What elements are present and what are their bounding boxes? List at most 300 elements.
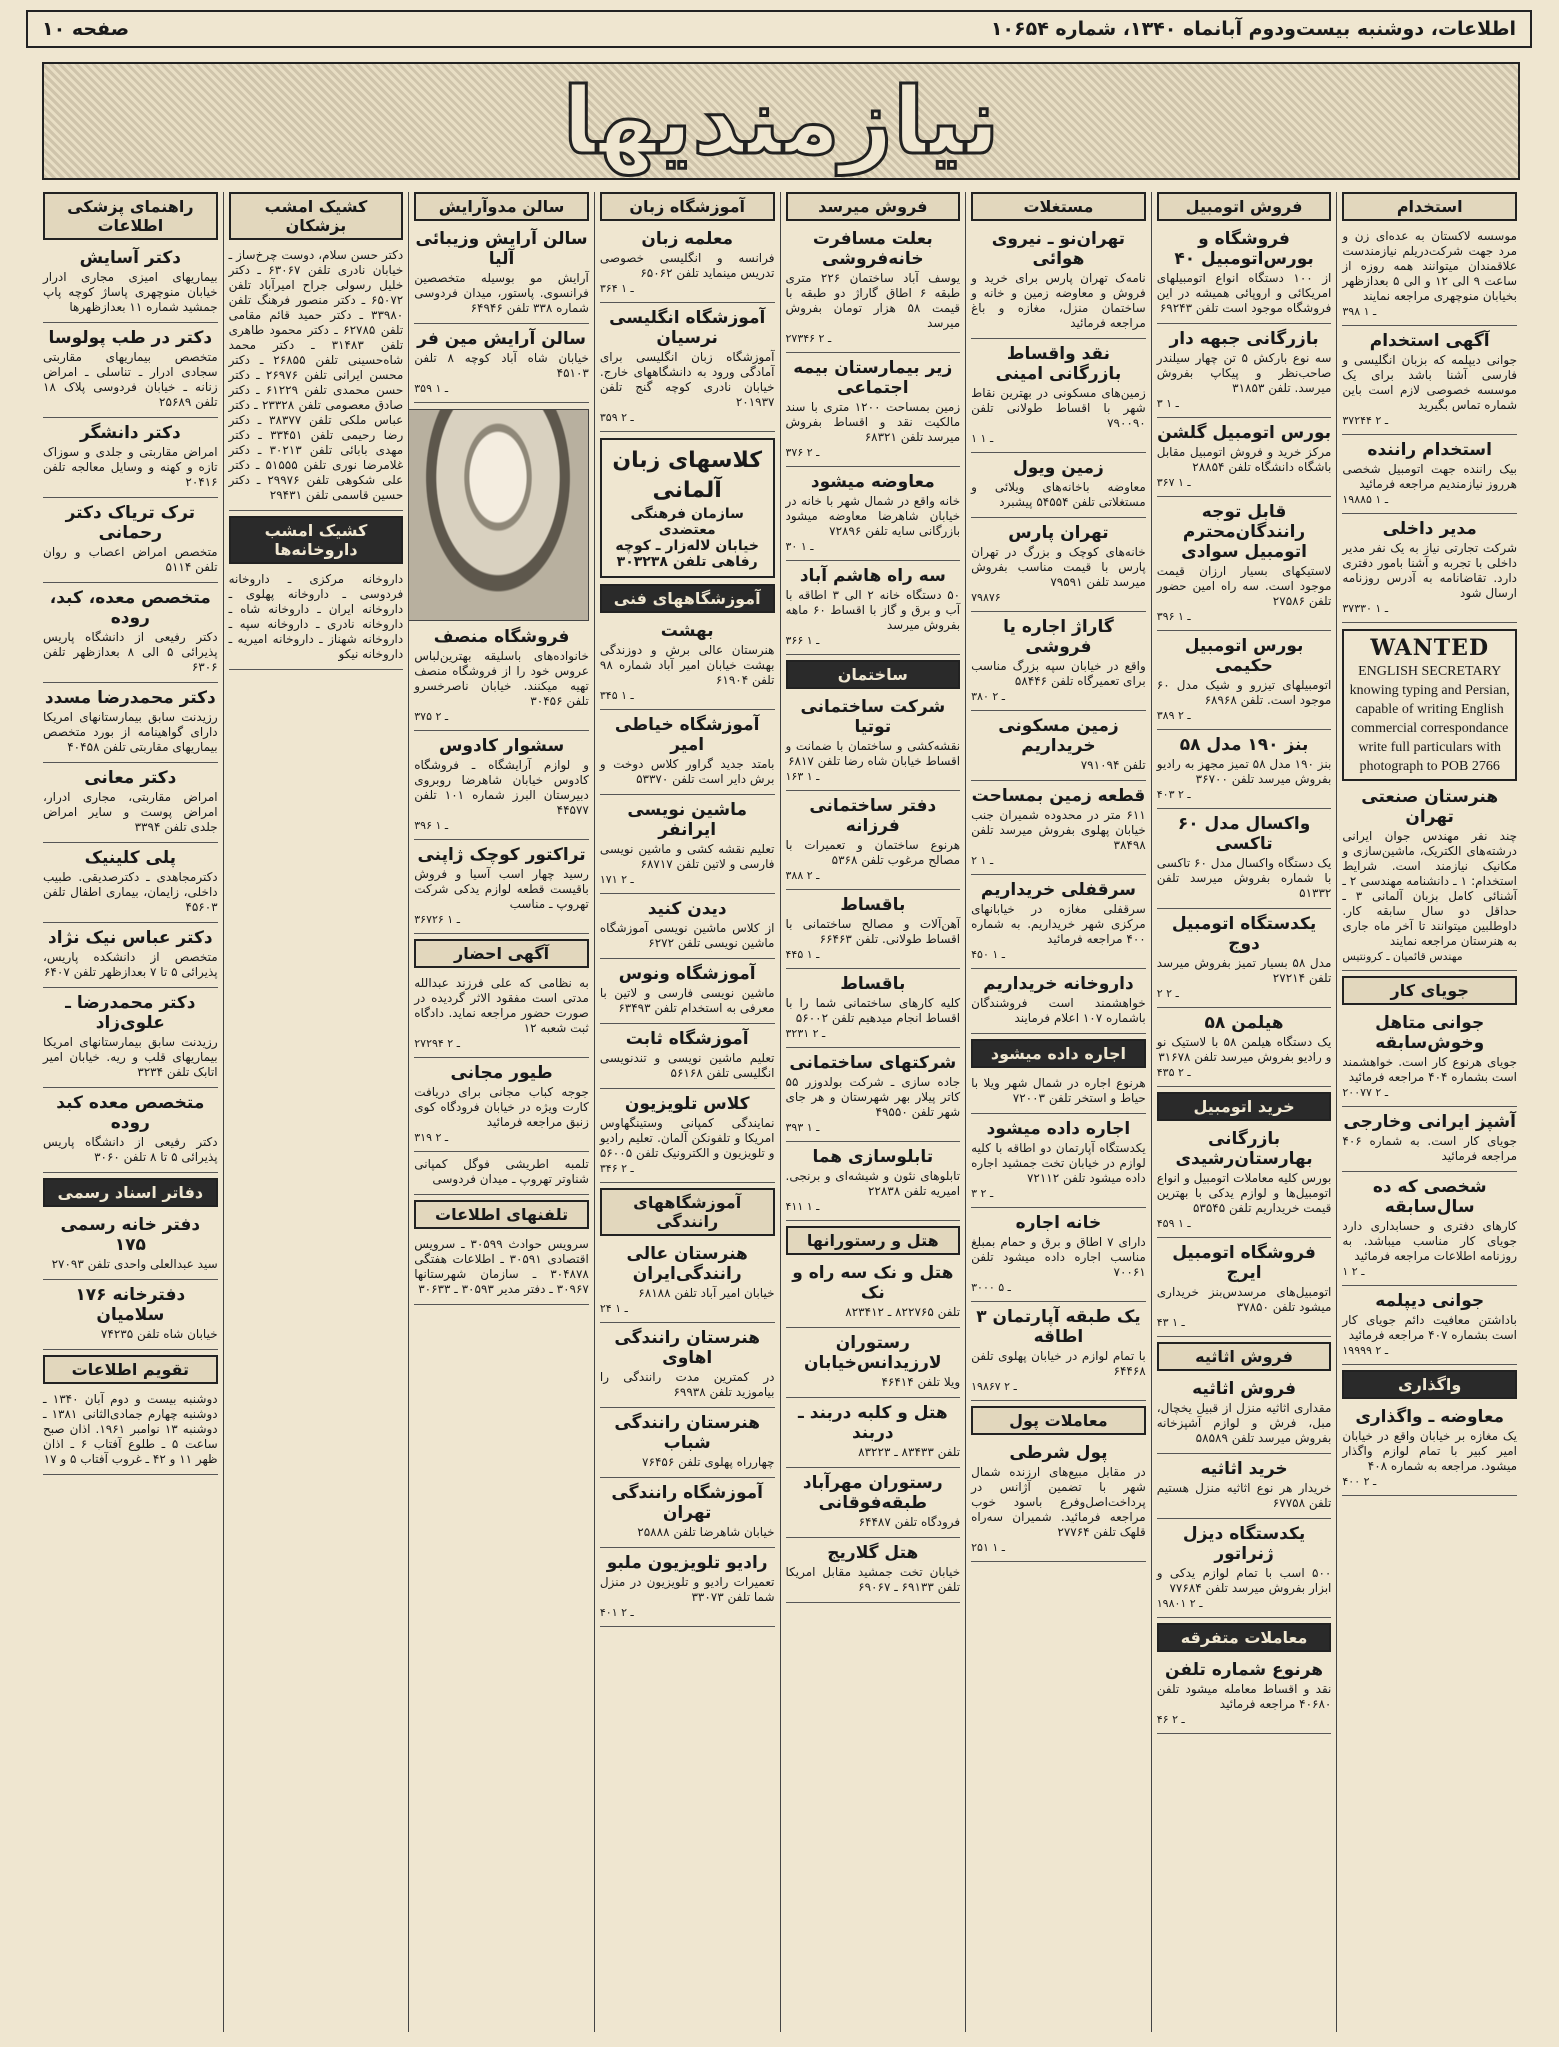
- ad-heading: آگهی استخدام: [1369, 331, 1490, 351]
- ad-body: جوانی دیپلمه که بزبان انگلیسی و فارسی آشنا باشد برای یک موسسه خصوصی لازم است باین شماره تماس بگیرید: [1342, 353, 1517, 412]
- classified-ad: [600, 229, 775, 295]
- classified-ad: [414, 1063, 589, 1144]
- ad-body: شرکت تجارتی نیاز به یک نفر مدیر داخلی با تجربه و آشنا بامور دفتری دارد. تقاضانامه به آدرس روزنامه ارسال شود: [1342, 541, 1517, 600]
- english-ad-title: WANTED: [1370, 635, 1490, 661]
- ad-heading: آشپز ایرانی وخارجی: [1343, 1112, 1516, 1132]
- classified-ad: [971, 716, 1146, 773]
- ad-heading: بنز ۱۹۰ مدل ۵۸: [1179, 735, 1309, 755]
- classified-ad: [600, 308, 775, 424]
- ad-heading: تراکتور کوچک ژاپنی: [417, 845, 586, 865]
- section-header: معاملات متفرقه: [1157, 1623, 1332, 1652]
- ad-body: متخصص امراض اعصاب و روان تلفن ۵۱۱۴: [43, 545, 218, 574]
- ad-body: ۶۱۱ متر در محدوده شمیران جنب خیابان پهلوی بفروش میرسد تلفن ۳۸۴۹۸: [971, 808, 1146, 852]
- classified-ad: [229, 572, 404, 662]
- ad-code: ۴۵۰ ـ ۱: [971, 948, 1006, 961]
- section-header: آموزشگاههای رانندگی: [600, 1188, 775, 1236]
- ad-heading: متخصص معده کبد روده: [56, 1093, 205, 1133]
- ad-heading: آموزشگاه انگلیسی نرسیان: [609, 308, 766, 348]
- ad-heading: هنرستان رانندگی شباب: [614, 1413, 760, 1453]
- classified-ad: [786, 1543, 961, 1595]
- classified-ad: [1342, 519, 1517, 615]
- ad-divider: [1157, 729, 1332, 730]
- ad-divider: [414, 1151, 589, 1152]
- ad-body: باداشتن معافیت دائم جویای کار است بشماره ۴۰۷ مراجعه فرمائید: [1342, 1313, 1517, 1342]
- ad-code: ۳۴۶ ـ ۲: [599, 1162, 634, 1175]
- ad-body: هنرستان عالی برش و دوزندگی بهشت خیابان امیر آباد شماره ۹۸ تلفن ۶۱۹۰۴: [599, 643, 775, 687]
- ad-heading: دکتر دانشگر: [79, 423, 181, 443]
- ad-divider: [971, 452, 1146, 453]
- ad-divider: [1157, 1733, 1332, 1734]
- ad-divider: [786, 1467, 961, 1468]
- classified-ad: [1157, 814, 1332, 901]
- ad-heading: تهران پارس: [1008, 523, 1109, 543]
- column-1: [1336, 192, 1522, 2032]
- ad-heading: معاوضه ـ واگذاری: [1355, 1407, 1505, 1427]
- ad-divider: [971, 338, 1146, 339]
- ad-body: جویای کار است. به شماره ۴۰۶ مراجعه فرمائید: [1342, 1134, 1517, 1163]
- ad-code: ۳۶۷۲۶ ـ ۱: [414, 913, 460, 926]
- classified-ad: [971, 617, 1146, 703]
- ad-code: ۱۹۹۹۹ ـ ۲: [1342, 1344, 1389, 1357]
- ad-code: ۳۸۰ ـ ۲: [971, 690, 1006, 703]
- english-ad-line: commercial correspondance: [1350, 721, 1509, 736]
- ad-divider: [1342, 434, 1517, 435]
- ad-body: در کمترین مدت رانندگی را بیاموزید تلفن ۶۹۹۳۸: [599, 1370, 775, 1399]
- ad-body: متخصص بیماریهای مقاربتی سجادی ادرار ـ تناسلی ـ امراض زنانه ـ خیابان فردوسی پلاک ۱۸ تلفن ۲۵۶۸۹: [43, 350, 218, 409]
- ad-code: ۴۰۰ ـ ۲: [1342, 1475, 1377, 1488]
- column-7: [223, 192, 409, 2032]
- ad-divider: [1157, 808, 1332, 809]
- classified-ad: [43, 248, 218, 315]
- ad-code: ۴۵۹ ـ ۱: [1156, 1217, 1191, 1230]
- classified-ad: [1157, 1379, 1332, 1446]
- ad-body: از ۱۰۰ دستگاه انواع اتومبیلهای امریکائی و اروپائی همیشه در این فروشگاه موجود است تلفن ۶۹۲۴۳: [1156, 271, 1332, 315]
- ad-heading: آموزشگاه ونوس: [618, 964, 756, 984]
- ad-code: ۳۶۴ ـ ۱: [599, 282, 634, 295]
- ad-code: ۳۰ ـ ۱: [785, 540, 814, 553]
- ad-body: جوجه کباب مجانی برای دریافت کارت ویژه در خیابان فرودگاه کوی زنبق مراجعه فرمائید: [414, 1085, 589, 1129]
- ad-divider: [43, 417, 218, 418]
- ad-heading: بهشت: [660, 621, 714, 641]
- ad-body: ماشین نویسی فارسی و لاتین با معرفی به استخدام تلفن ۶۳۴۹۳: [599, 986, 775, 1015]
- classified-ad: [1342, 1177, 1517, 1278]
- ad-body: بیماریهای امیزی مجاری ادرار خیابان منوچهری پاساژ کوچه پاپ جمشید شماره ۱۱ بعدازظهرها: [43, 270, 218, 314]
- ad-divider: [600, 1182, 775, 1183]
- ad-code: ۳۷۵ ـ ۲: [414, 710, 449, 723]
- ad-heading: معلمه زبان: [641, 229, 734, 249]
- ad-body: تعمیرات رادیو و تلویزیون در منزل شما تلفن ۳۳۰۷۳: [599, 1575, 775, 1604]
- ad-heading: واکسال مدل ۶۰ تاکسی: [1177, 814, 1311, 854]
- section-header: استخدام: [1342, 192, 1517, 221]
- ad-divider: [43, 922, 218, 923]
- ad-body: یک دستگاه هیلمن ۵۸ با لاستیک نو و رادیو بفروش میرسد تلفن ۳۱۶۷۸: [1156, 1035, 1332, 1064]
- classified-ad: [1342, 1112, 1517, 1164]
- ad-code: ۲۰۰۷۷ ـ ۲: [1342, 1086, 1389, 1099]
- classified-ad: [786, 895, 961, 961]
- banner-title: نیازمندیها: [562, 67, 1000, 175]
- ad-divider: [1157, 1617, 1332, 1618]
- ad-body: جویای هرنوع کار است. خواهشمند است بشماره ۴۰۴ مراجعه فرمائید: [1342, 1055, 1517, 1084]
- ad-divider: [1157, 1336, 1332, 1337]
- ad-body: آموزشگاه زبان انگلیسی برای آمادگی ورود به دانشگاههای خارج. خیابان نادری کوچه گنج تلفن ۲۰۱۹۳۷: [599, 350, 775, 409]
- ad-body: فرودگاه تلفن ۶۴۴۸۷: [858, 1515, 961, 1529]
- ad-code: ۴۰۳ ـ ۲: [1156, 788, 1191, 801]
- classified-ad: [600, 715, 775, 787]
- ad-heading: گاراژ اجاره یا فروشی: [1003, 617, 1114, 657]
- ad-divider: [786, 352, 961, 353]
- ad-heading: هنرستان عالی رانندگی‌ایران: [626, 1244, 748, 1284]
- ad-divider: [43, 1172, 218, 1173]
- ad-body: چهارراه پهلوی تلفن ۷۶۴۵۶: [642, 1455, 775, 1469]
- ad-body: تعلیم ماشین نویسی و تندنویسی انگلیسی تلفن ۵۶۱۶۸: [599, 1051, 775, 1080]
- ad-heading: خرید اثاثیه: [1200, 1459, 1288, 1479]
- ad-body: نقد و اقساط معامله میشود تلفن ۴۰۶۸۰ مراجعه فرمائید: [1156, 1682, 1332, 1711]
- ad-heading: کلاس تلویزیون: [624, 1094, 750, 1114]
- ad-body: متخصص از دانشکده پاریس، پذیرائی ۵ تا ۷ بعدازظهر تلفن ۶۴۰۷: [43, 950, 218, 979]
- ad-body: خانه‌های کوچک و بزرگ در تهران پارس با قیمت مناسب بفروش میرسد تلفن ۷۹۵۹۱: [971, 545, 1146, 589]
- ad-divider: [1157, 417, 1332, 418]
- ad-heading: سشوار کادوس: [438, 736, 565, 756]
- ad-heading: تابلوسازی هما: [812, 1147, 934, 1167]
- ad-divider: [1342, 513, 1517, 514]
- ad-code: ۷۹۸۷۶: [971, 591, 1001, 604]
- ad-divider: [1342, 1285, 1517, 1286]
- ad-body: تلمبه اطریشی فوگل کمپانی شناوتر تهروپ ـ میدان فردوسی: [414, 1157, 589, 1186]
- ad-body: سرویس حوادث ۳۰۵۹۹ ـ سرویس اقتصادی ۳۰۵۹۱ ـ اطلاعات هفتگی ۳۰۴۸۷۸ ـ سازمان شهرستانها ۳۰۹۶۷ ـ دفتر مدیر ۳۰۵۹۳ ـ ۳۰۶۳۳: [414, 1237, 589, 1296]
- column-5: [594, 192, 780, 2032]
- classified-ad: [971, 458, 1146, 510]
- ad-body: تلفن ۸۳۴۳۳ ـ ۸۳۲۲۳: [858, 1445, 961, 1459]
- ad-heading: نقد واقساط بازرگانی امینی: [995, 344, 1122, 384]
- ad-divider: [786, 1047, 961, 1048]
- ad-divider: [600, 1023, 775, 1024]
- ad-body: یک مغازه بر خیابان واقع در خیابان امیر کبیر با تمام لوازم واگذار میشود. مراجعه به شماره ۴۰۸: [1342, 1429, 1517, 1473]
- ad-code: ۳۷۲۴۴ ـ ۲: [1342, 414, 1389, 427]
- ad-divider: [971, 1561, 1146, 1562]
- ad-body: هرنوع اجاره در شمال شهر ویلا با حیاط و استخر تلفن ۷۲۰۰۳: [971, 1076, 1146, 1105]
- section-header: مستغلات: [971, 192, 1146, 221]
- ad-body: موسسه لاکستان به عده‌ای زن و مرد جهت شرکت‌دریلم نیازمندست علاقمندان میتوانند همه روزه از ساعت ۹ الی ۱۲ و الی ۵ بعدازظهر بخیابان منوچهری مراجعه نمایند: [1342, 229, 1518, 303]
- ad-divider: [786, 1537, 961, 1538]
- ad-body: سه نوع بارکش ۵ تن چهار سیلندر صاحب‌نظر و پیکاپ بفروش میرسد. تلفن ۳۱۸۵۳: [1156, 351, 1332, 395]
- ad-code: ۲۷۳۴۶ ـ ۲: [785, 332, 832, 345]
- ad-body: هرنوع ساختمان و تعمیرات با مصالح مرغوب تلفن ۵۳۶۸: [785, 838, 961, 867]
- ad-divider: [1342, 1495, 1517, 1496]
- ad-divider: [1157, 1518, 1332, 1519]
- column-8: [38, 192, 223, 2032]
- ad-divider: [600, 1477, 775, 1478]
- ad-body: تلفن ۷۹۱۰۹۴: [1080, 758, 1146, 772]
- ad-heading: هنرستان صنعتی تهران: [1361, 787, 1499, 827]
- ad-divider: [43, 582, 218, 583]
- section-header: دفاتر اسناد رسمی: [43, 1178, 218, 1207]
- ad-divider: [971, 874, 1146, 875]
- section-header: هتل و رستورانها: [786, 1226, 961, 1255]
- ad-heading: شرکت ساختمانی توتیا: [800, 697, 946, 737]
- ad-divider: [786, 1327, 961, 1328]
- classified-ad: [1157, 502, 1332, 623]
- ad-code: ۱ ـ ۲: [1342, 1265, 1365, 1278]
- ad-heading: تهران‌نو ـ نیروی هوائی: [991, 229, 1126, 269]
- ad-body: بورس کلیه معاملات اتومبیل و انواع اتومبیل‌ها و لوازم یدکی با بهترین قیمت خریداریم تلفن ۵۳۵۴۵: [1156, 1171, 1332, 1215]
- classified-ad: [600, 621, 775, 702]
- classified-ad: [1342, 331, 1517, 427]
- ad-code: ۳۰۰۰ ـ ۵: [971, 1281, 1011, 1294]
- classified-ad: [414, 1237, 589, 1297]
- ad-heading: معاوضه میشود: [810, 472, 935, 492]
- ad-heading: فروش اثاثیه: [1192, 1379, 1296, 1399]
- classified-ad: [414, 845, 589, 926]
- ad-divider: [43, 1349, 218, 1350]
- ad-body: دکتر رفیعی از دانشگاه پاریس پذیرائی ۵ الی ۸ بعدازظهر تلفن ۶۳۰۶: [43, 630, 218, 674]
- ad-divider: [414, 839, 589, 840]
- ad-heading: سرقفلی خریداریم: [980, 880, 1136, 900]
- ad-code: ۲۴ ـ ۱: [599, 1302, 628, 1315]
- ad-code: ۱۹۸۸۵ ـ ۱: [1342, 493, 1389, 506]
- ad-divider: [786, 1397, 961, 1398]
- ad-divider: [600, 302, 775, 303]
- ad-divider: [600, 958, 775, 959]
- classified-ad: [971, 1307, 1146, 1393]
- ad-divider: [600, 893, 775, 894]
- ad-divider: [43, 497, 218, 498]
- ad-heading: دکتر عباس نیک نژاد: [48, 928, 213, 948]
- ad-code: ۴۳ ـ ۱: [1156, 1316, 1185, 1329]
- ad-divider: [971, 1301, 1146, 1302]
- ad-divider: [1342, 1171, 1517, 1172]
- classified-ad: [43, 328, 218, 410]
- ad-body: آرایش مو بوسیله متخصصین فرانسوی. پاستور، میدان فردوسی شماره ۳۳۸ تلفن ۶۴۹۴۶: [414, 271, 589, 315]
- ad-body: خیابان شاهرضا تلفن ۲۵۸۸۸: [637, 1525, 775, 1539]
- classified-ad: [1157, 423, 1332, 489]
- classified-ad: [786, 1053, 961, 1134]
- ad-code: ۳۶۶ ـ ۱: [785, 634, 820, 647]
- classified-ad: [43, 993, 218, 1080]
- ad-body: واقع در خیابان سپه بزرگ مناسب برای تعمیرگاه تلفن ۵۸۴۴۶: [971, 659, 1146, 688]
- ad-divider: [414, 402, 589, 403]
- ad-heading: فروشگاه اتومبیل ایرج: [1172, 1243, 1316, 1283]
- ad-body: چند نفر مهندس جوان ایرانی درشته‌های الکتریک، ماشین‌سازی و مکانیک نیازمند است. شرایط استخدام: ۱ ـ دانشنامه مهندسی ۲ ـ آشنائی کامل بزبان آلمانی ۳ ـ حداقل دو سال سابقه کار. داوطلبین میتوانند تا آخر ماه جاری به هنرستان مراجعه نمایند: [1342, 829, 1517, 948]
- ad-divider: [43, 842, 218, 843]
- ad-code: ۴۱۱ ـ ۱: [785, 1200, 820, 1213]
- ad-divider: [414, 1057, 589, 1058]
- ad-heading: دفتر خانه رسمی ۱۷۵: [60, 1215, 201, 1255]
- ad-heading: باقساط: [840, 895, 906, 915]
- ad-body: از کلاس ماشین نویسی آموزشگاه ماشین نویسی تلفن ۶۲۷۲: [599, 921, 775, 950]
- ad-divider: [1157, 1007, 1332, 1008]
- ad-divider: [600, 1322, 775, 1323]
- classified-ad: [414, 736, 589, 832]
- ad-heading: اجاره داده میشود: [986, 1119, 1131, 1139]
- section-header: تقویم اطلاعات: [43, 1355, 218, 1384]
- classified-ad: [414, 976, 589, 1050]
- ad-code: ۳۹۶ ـ ۱: [1156, 610, 1191, 623]
- ad-body: با تمام لوازم در خیابان پهلوی تلفن ۶۴۴۶۸: [971, 1349, 1146, 1378]
- ad-heading: پول شرطی: [1009, 1443, 1108, 1463]
- classified-ad: [1342, 229, 1517, 318]
- ad-heading: آموزشگاه خیاطی امیر: [614, 715, 760, 755]
- classified-ad: [971, 1443, 1146, 1554]
- ad-body: یوسف آباد ساختمان ۲۲۶ متری طبقه ۶ اطاق گاراژ دو طبقه با قیمت ۵۸ هزار تومان بفروش میرسد: [785, 271, 961, 330]
- ad-divider: [971, 1033, 1146, 1034]
- ad-body: اتومبیلهای تیزرو و شیک مدل ۶۰ موجود است. تلفن ۶۸۹۶۸: [1156, 678, 1332, 707]
- ad-code: ۳۸۹ ـ ۲: [1156, 709, 1191, 722]
- classified-ad: [1157, 914, 1332, 1000]
- classified-ad: [786, 229, 961, 345]
- ad-heading: بازرگانی بهارستان‌رشیدی: [1175, 1129, 1313, 1169]
- classified-ad: [971, 1213, 1146, 1294]
- ad-heading: دکتر محمدرضا مسدد: [44, 688, 216, 708]
- classified-ad: [1157, 735, 1332, 801]
- ad-code: ۳۷۶ ـ ۲: [785, 446, 820, 459]
- ad-heading: ترک تریاک دکتر رحمانی: [65, 503, 196, 543]
- ad-code: ۳۵۹ ـ ۱: [414, 382, 449, 395]
- ad-heading: بورس اتومبیل گلشن: [1157, 423, 1332, 443]
- ad-heading: مدیر داخلی: [1382, 519, 1477, 539]
- column-4: [780, 192, 966, 2032]
- ad-body: ۵۰ دستگاه خانه ۲ الی ۳ اطاقه با آب و برق و گاز با اقساط ۶۰ ماهه بفروش میرسد: [785, 588, 961, 632]
- ad-body: بیک راننده جهت اتومبیل شخصی هرروز نیازمندیم مراجعه فرمائید: [1342, 462, 1517, 491]
- classified-ad: [786, 566, 961, 647]
- ad-heading: سه راه هاشم آباد: [799, 566, 946, 586]
- english-ad: [1342, 629, 1517, 781]
- classified-ad: [1157, 1129, 1332, 1230]
- ad-body: رزیدنت سابق بیمارستانهای امریکا بیماریهای قلب و ریه. خیابان امیر اتابک تلفن ۳۲۳۴: [43, 1035, 218, 1079]
- ad-divider: [1342, 622, 1517, 623]
- ad-body: و لوازم آرایشگاه ـ فروشگاه کادوس خیابان شاهرضا روبروی دبیرستان البرز شماره ۱۰۱ تلفن ۴۴۵۷۷: [414, 758, 589, 817]
- ad-divider: [414, 1194, 589, 1195]
- ad-divider: [1342, 1364, 1517, 1365]
- classified-ad: [600, 1553, 775, 1619]
- classified-ad: [1157, 229, 1332, 316]
- ad-code: ۴۰۱ ـ ۲: [599, 1606, 634, 1619]
- classifieds-banner: [42, 62, 1520, 180]
- ad-divider: [1157, 630, 1332, 631]
- classified-ad: [229, 248, 404, 503]
- classified-ad: [1342, 1291, 1517, 1357]
- classified-ad: [971, 786, 1146, 867]
- ad-code: ۳۹۶ ـ ۱: [414, 819, 449, 832]
- boxad-address: خیابان لاله‌زار ـ کوچه رفاهی تلفن ۳۰۳۲۳۸: [615, 538, 759, 570]
- classified-ad: [786, 1147, 961, 1213]
- classified-ad: [600, 1244, 775, 1315]
- english-ad-line: photograph to POB 2766: [1359, 759, 1500, 774]
- ad-code: ۱۶۳ ـ ۱: [785, 770, 820, 783]
- issue-line: اطلاعات، دوشنبه بیست‌ودوم آبانماه ۱۳۴۰، شماره ۱۰۶۵۴: [990, 18, 1516, 40]
- classified-ad: [43, 928, 218, 980]
- ad-code: ۳۵۹ ـ ۲: [599, 411, 634, 424]
- ad-body: خیابان امیر آباد تلفن ۶۸۱۸۸: [638, 1286, 775, 1300]
- section-header: واگذاری: [1342, 1370, 1517, 1399]
- section-header: کشیک امشب بزشکان: [229, 192, 404, 240]
- ad-divider: [1157, 323, 1332, 324]
- classified-ad: [43, 1215, 218, 1272]
- german-classes-ad: [600, 438, 775, 578]
- classified-ad: [786, 1333, 961, 1390]
- ad-heading: فروشگاه و بورس‌اتومبیل ۴۰: [1174, 229, 1314, 269]
- classified-ad: [43, 503, 218, 575]
- ad-heading: هنرستان رانندگی اهاوی: [614, 1328, 760, 1368]
- column-3: [965, 192, 1151, 2032]
- ad-body: جاده سازی ـ شرکت بولدوزر ۵۵ کاتر پیلار بهر شهرستان و هر جای شهر تلفن ۴۹۵۵۰: [785, 1075, 961, 1119]
- ad-divider: [600, 1088, 775, 1089]
- ad-heading: شرکتهای ساختمانی: [789, 1053, 957, 1073]
- ad-heading: هتل گلاریج: [827, 1543, 919, 1563]
- classified-ad: [1157, 329, 1332, 410]
- section-header: آموزشگاه زبان: [600, 192, 775, 221]
- ad-body: مرکز خرید و فروش اتومبیل مقابل باشگاه دانشگاه تلفن ۲۸۸۵۴: [1156, 445, 1332, 474]
- classified-ad: [600, 800, 775, 886]
- section-header: فروش اثاثیه: [1157, 1342, 1332, 1371]
- column-6: [408, 192, 594, 2032]
- section-header: تلفنهای اطلاعات: [414, 1200, 589, 1229]
- ad-heading: یک طبقه آپارتمان ۳ اطاقه: [976, 1307, 1141, 1347]
- ad-divider: [786, 968, 961, 969]
- ad-divider: [600, 431, 775, 432]
- ad-heading: زمین مسکونی خریداریم: [998, 716, 1119, 756]
- classified-ad: [43, 688, 218, 755]
- ad-divider: [971, 517, 1146, 518]
- ad-body: امراض مقاربتی و جلدی و سوزاک تازه و کهنه و وسایل معالجه تلفن ۲۰۴۱۶: [43, 445, 218, 489]
- classified-ad: [786, 1473, 961, 1530]
- ad-body: امراض مقاربتی، مجاری ادرار، امراض پوست و سایر امراض جلدی تلفن ۳۳۹۴: [43, 790, 218, 834]
- ad-code: ۴۳۵ ـ ۲: [1156, 1066, 1191, 1079]
- ad-heading: آموزشگاه رانندگی تهران: [611, 1483, 763, 1523]
- ad-code: ۱۹۸۶۷ ـ ۲: [971, 1380, 1017, 1393]
- classified-ad: [786, 358, 961, 459]
- ad-heading: هتل و کلبه دربند ـ دربند: [797, 1403, 948, 1443]
- ad-heading: استخدام راننده: [1367, 440, 1492, 460]
- ad-heading: جوانی متاهل وخوش‌سابقه: [1375, 1013, 1485, 1053]
- ad-body: خیابان شاه تلفن ۷۴۲۳۵: [100, 1327, 218, 1341]
- ad-divider: [786, 889, 961, 890]
- classified-ad: [43, 1093, 218, 1165]
- ad-heading: هیلمن ۵۸: [1204, 1013, 1284, 1033]
- ad-body: خیابان شاه آباد کوچه ۸ تلفن ۴۵۱۰۳: [414, 351, 589, 380]
- ad-divider: [786, 1141, 961, 1142]
- ad-divider: [43, 987, 218, 988]
- section-header: راهنمای پزشکی اطلاعات: [43, 192, 218, 240]
- ad-divider: [971, 611, 1146, 612]
- english-ad-line: capable of writing English: [1355, 702, 1504, 717]
- classified-ad: [786, 1263, 961, 1320]
- ad-divider: [600, 1407, 775, 1408]
- ad-heading: دکتر آسایش: [79, 248, 181, 268]
- ad-divider: [600, 794, 775, 795]
- ad-heading: رستوران مهرآباد طبقه‌فوقانی: [802, 1473, 943, 1513]
- ad-body: ۵۰۰ اسب با تمام لوازم یدکی و ابزار بفروش میرسد تلفن ۷۷۶۸۴: [1156, 1566, 1332, 1595]
- ad-body: سید عبدالعلی واحدی تلفن ۲۷۰۹۳: [51, 1257, 218, 1271]
- classified-ad: [971, 229, 1146, 331]
- ad-body: کارهای دفتری و حسابداری دارد جویای کار مناسب میباشد. به روزنامه اطلاعات مراجعه فرمائید: [1342, 1219, 1517, 1263]
- ad-code: ۲۵۱ ـ ۱: [971, 1541, 1006, 1554]
- ad-body: سرقفلی مغازه در خیابانهای مرکزی شهر خریداریم. به شماره ۴۰۰ مراجعه فرمائید: [971, 902, 1146, 946]
- ad-heading: دفترخانه ۱۷۶ سلامیان: [75, 1285, 186, 1325]
- ad-body: کلیه کارهای ساختمانی شما را با اقساط انجام میدهیم تلفن ۵۶۰۰۲: [785, 996, 961, 1025]
- classified-ad: [43, 848, 218, 915]
- ad-body: خیابان تخت جمشید مقابل امریکا تلفن ۶۹۱۳۳ ـ ۶۹۰۶۷: [785, 1565, 961, 1594]
- ad-divider: [600, 1626, 775, 1627]
- classified-ad: [414, 1157, 589, 1187]
- classified-ad: [971, 1076, 1146, 1106]
- ad-code: ۴۶ ـ ۲: [1156, 1713, 1185, 1726]
- classified-ad: [971, 974, 1146, 1026]
- ad-divider: [1157, 1086, 1332, 1087]
- ad-heading: بازرگانی جبهه دار: [1169, 329, 1319, 349]
- ad-heading: خانه اجاره: [1015, 1213, 1102, 1233]
- ad-body: نقشه‌کشی و ساختمان با ضمانت و اقساط خیابان شاه رضا تلفن ۶۸۱۷: [785, 739, 961, 768]
- classified-ad: [600, 964, 775, 1016]
